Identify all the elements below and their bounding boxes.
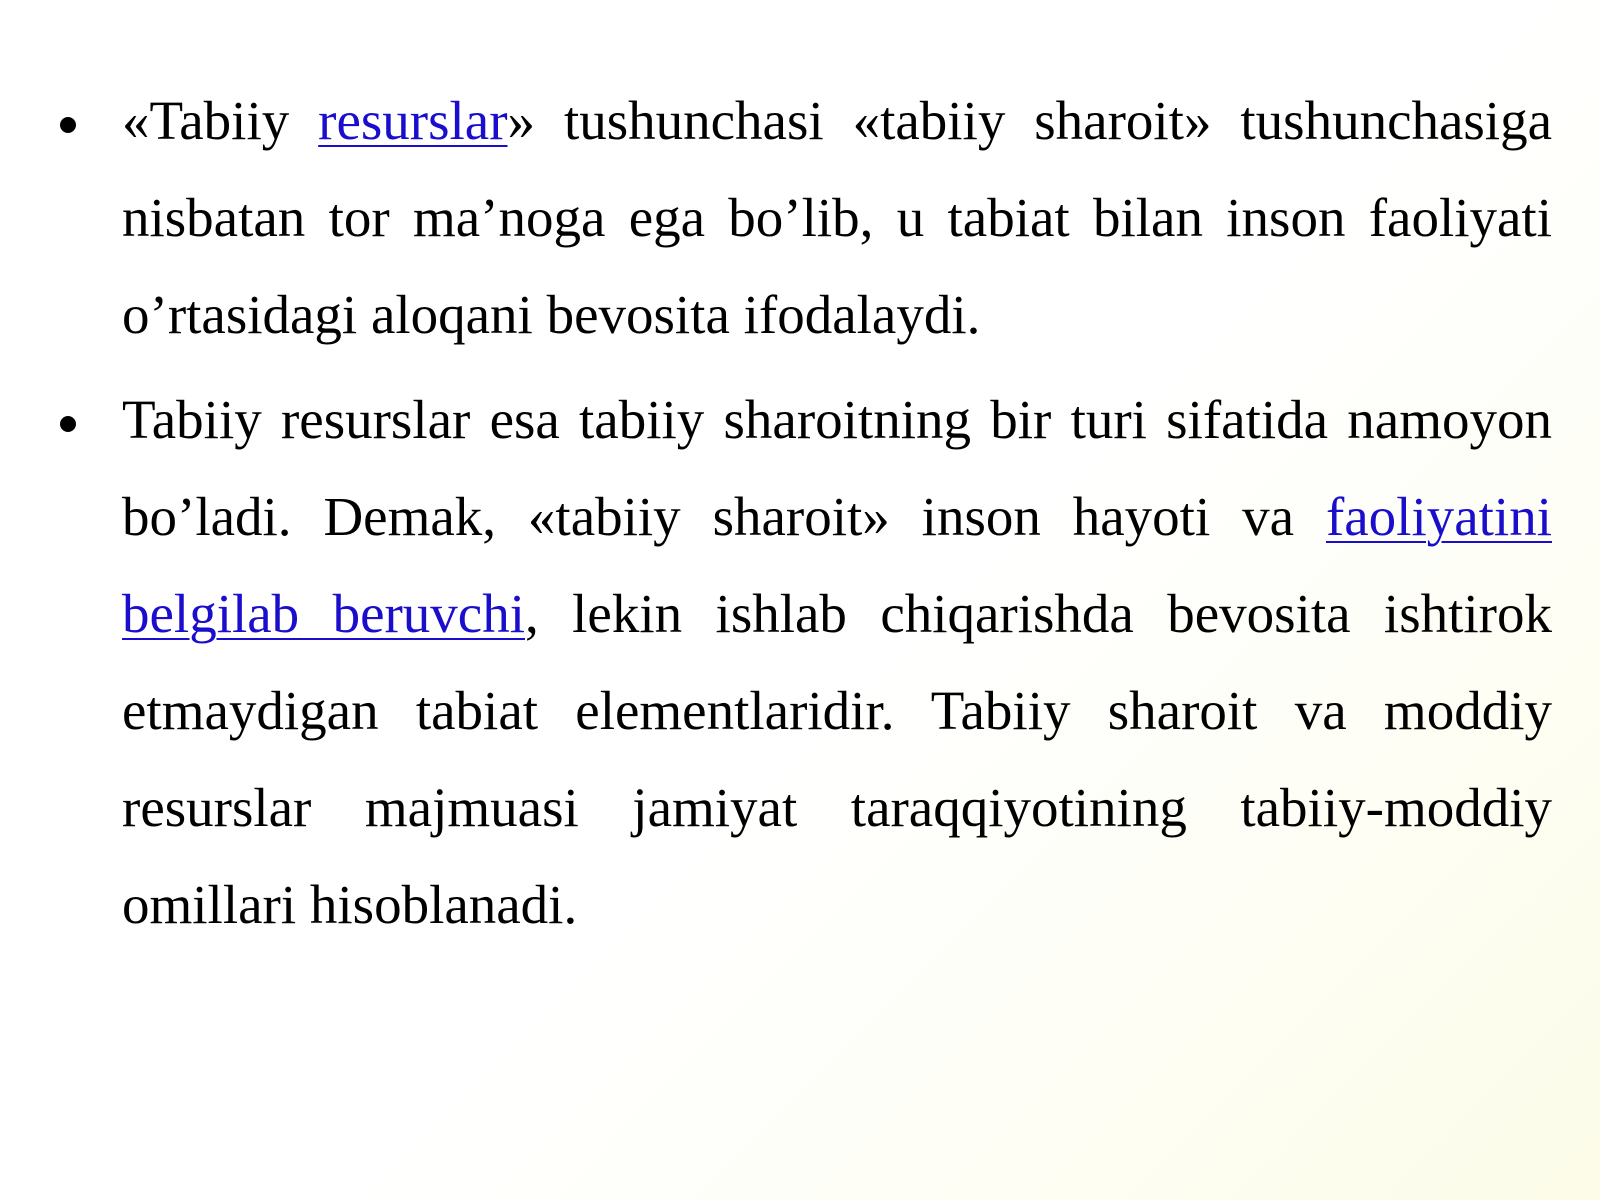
bullet-item-1 (58, 72, 1552, 363)
bullet-dot-icon (60, 416, 76, 432)
bullet-2-text-end: , lekin ishlab chiqarishda bevosita ishtirok etmaydigan tabiat elementlaridir. Tabiiy sharoit va moddiy resurslar majmuasi jamiyat taraqqiyotining tabiiy-moddiy omillari hisoblanadi. (122, 583, 1552, 935)
bullet-dot-icon (60, 117, 76, 133)
bullet-2-text-start: Tabiiy resurslar esa tabiiy sharoitning bir turi sifatida namoyon bo’ladi. Demak, «tabiiy sharoit» inson hayoti va (122, 389, 1552, 547)
bullet-1-text-end: » tushunchasi «tabiiy sharoit» tushunchasiga nisbatan tor ma’noga ega bo’lib, u tabiat bilan inson faoliyati o’rtasidagi aloqani bevosita ifodalaydi. (122, 90, 1552, 345)
bullet-list (58, 72, 1552, 961)
bullet-1-text-start: «Tabiiy (122, 90, 319, 151)
faoliyatini-belgilab-beruvchi-link[interactable]: faoliyatini belgilab beruvchi (122, 486, 1552, 644)
bullet-item-2 (58, 371, 1552, 953)
resurslar-link[interactable]: resurslar (318, 90, 508, 151)
